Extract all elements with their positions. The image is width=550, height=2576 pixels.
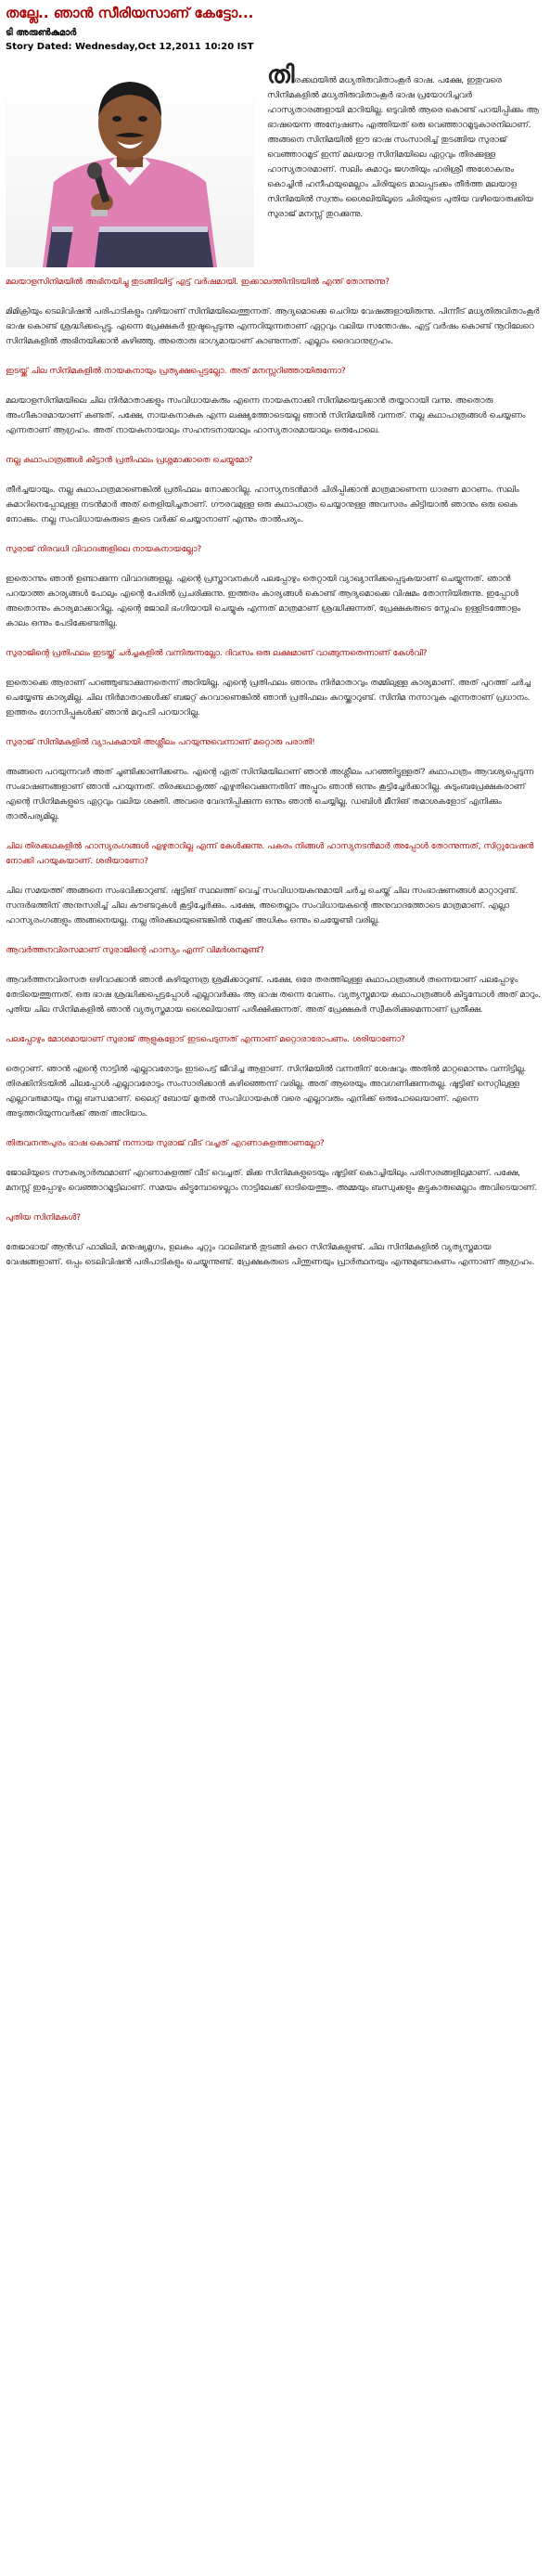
lead-text: രക്കഥയില്‍ മധ്യതിരുവിതാംകൂര്‍ ഭാഷ. പക്ഷേ, ഇതുവരെ സിനിമകളില്‍ മധ്യതിരുവിതാംകൂര്‍ ഭാഷ പ്രയോഗിച്ചവര്‍ ഹാസ്യതാരങ്ങളായി മാറിയില്ല. ഒടുവില്‍ ആരെ കൊണ്ട് പറയിപ്പിക്കും ആ ഭാഷയെന്ന അന്വേഷണം എത്തിയത് ഒരു വെഞ്ഞാറമൂടുകാരനിലാണ്. അങ്ങനെ സിനിമയില്‍ ഈ ഭാഷ സംസാരിച്ച് തുടങ്ങിയ സുരാജ് വെഞ്ഞാറമൂട് ഇന്ന് മലയാള സിനിമയിലെ ഏറ്റവും തിരക്കുള്ള ഹാസ്യതാരമാണ്. സലിം കുമാറും ജഗതിയും ഹരിശ്രീ അശോകനും കൊച്ചിന്‍ ഹനീഫയുമെല്ലാം ചിരിയുടെ മാലപ്പടക്കം തീര്‍ത്ത മലയാള സിനിമയില്‍ സ്വന്തം ശൈലിയിലൂടെ ചിരിയുടെ പുതിയ വഴിയൊരുക്കിയ സുരാജ് മനസ്സ് തുറക്കുന്നു. bbox=[267, 76, 539, 219]
question: ആവര്‍ത്തനവിരസമാണ് സുരാജിന്റെ ഹാസ്യം എന്ന് വിമര്‍ശനമുണ്ട്? bbox=[6, 946, 264, 955]
qa-block bbox=[6, 839, 544, 928]
answer: ജോലിയുടെ സൗകര്യാര്‍ത്ഥമാണ് എറണാകുളത്ത് വീട് വെച്ചത്. മിക്ക സിനിമകളുടെയും ഷൂട്ടിങ് കൊച്ചിയിലും പരിസരങ്ങളിലുമാണ്. പക്ഷേ, മനസ്സ് ഇപ്പോഴും വെഞ്ഞാറമൂട്ടിലാണ്. സമയം കിട്ടുമ്പോഴെല്ലാം നാട്ടിലേക്ക് ഓടിയെത്തും. അമ്മയും ബന്ധുക്കളും കൂട്ടുകാരുമെല്ലാം അവിടെയാണ്. bbox=[6, 1169, 538, 1193]
qa-block bbox=[6, 1210, 544, 1270]
article-title: തല്ലേ.. ഞാന്‍ സീരിയസാണ് കേട്ടോ... bbox=[6, 5, 254, 21]
qa-block bbox=[6, 943, 544, 1017]
qa-block bbox=[6, 646, 544, 720]
question: ചില തിരക്കഥകളില്‍ ഹാസ്യരംഗങ്ങള്‍ എഴുതാറില്ല എന്ന് കേള്‍ക്കുന്നു. പകരം നിങ്ങള്‍ ഹാസ്യനടന്‍മാര്‍ അപ്പോള്‍ തോന്നുന്നത്, സിറ്റുവേഷന്‍ നോക്കി പറയുകയാണ്. ശരിയാണോ? bbox=[6, 842, 534, 866]
question: സുരാജ് നിരവധി വിവാദങ്ങളിലെ നായകനായല്ലോ? bbox=[6, 545, 202, 554]
answer: തെറ്റാണ്. ഞാന്‍ എന്റെ നാട്ടില്‍ എല്ലാവരോടും ഇടപെട്ട് ജീവിച്ച ആളാണ്. സിനിമയില്‍ വന്നതിന് ശേഷവും അതില്‍ മാറ്റമൊന്നും വന്നിട്ടില്ല. തിരക്കിനിടയില്‍ ചിലപ്പോള്‍ എല്ലാവരോടും സംസാരിക്കാന്‍ കഴിഞ്ഞെന്ന് വരില്ല. അത് ആരെയും അവഗണിക്കുന്നതല്ല. ഷൂട്ടിങ് സെറ്റിലുള്ള എല്ലാവരുമായും നല്ല ബന്ധമാണ്. ലൈറ്റ് ബോയ് മുതല്‍ സംവിധായകന്‍ വരെ എല്ലാവരും എനിക്ക് ഒരുപോലെയാണ്. എന്നെ അടുത്തറിയുന്നവര്‍ക്ക് അത് അറിയാം. bbox=[6, 1065, 527, 1119]
answer: തേജാഭായ് ആന്‍ഡ് ഫാമിലി, മനുഷ്യമൃഗം, ഉലകം ചുറ്റും വാലിബന്‍ തുടങ്ങി കുറെ സിനിമകളുണ്ട്. ചില സിനിമകളില്‍ വ്യത്യസ്തമായ വേഷങ്ങളാണ്. ഒപ്പം ടെലിവിഷന്‍ പരിപാടികളും ചെയ്യുന്നുണ്ട്. പ്രേക്ഷകരുടെ പിന്തുണയും പ്രാര്‍ത്ഥനയും എന്നുമുണ്ടാകണം എന്നാണ് ആഗ്രഹം. bbox=[6, 1243, 535, 1267]
answer: മലയാളസിനിമയിലെ ചില നിര്‍മാതാക്കളും സംവിധായകരും എന്നെ നായകനാക്കി സിനിമയെടുക്കാന്‍ തയ്യാറായി വന്നു. അതൊരു അംഗീകാരമായാണ് കണ്ടത്. പക്ഷേ, നായകനാകുക എന്ന ലക്ഷ്യത്തോടെയല്ല ഞാന്‍ സിനിമയില്‍ വന്നത്. നല്ല കഥാപാത്രങ്ങള്‍ ചെയ്യണം എന്നതാണ് ആഗ്രഹം. അത് നായകനായാലും സഹനടനായാലും ഹാസ്യതാരമായാലും ഒരുപോലെ. bbox=[6, 396, 526, 435]
article-page bbox=[0, 4, 550, 1270]
qa-block bbox=[6, 453, 544, 527]
answer: ചില സമയത്ത് അങ്ങനെ സംഭവിക്കാറുണ്ട്. ഷൂട്ടിങ് സ്ഥലത്ത് വെച്ച് സംവിധായകനുമായി ചര്‍ച്ച ചെയ്ത് ചില സംഭാഷണങ്ങള്‍ മാറ്റാറുണ്ട്. സന്ദര്‍ഭത്തിന് അനുസരിച്ച് ചില കൗണ്ടറുകള്‍ കൂട്ടിച്ചേര്‍ക്കും. പക്ഷേ, അതെല്ലാം സംവിധായകന്റെ അനുവാദത്തോടെ മാത്രമാണ്. എല്ലാ ഹാസ്യരംഗങ്ങളും അങ്ങനെയല്ല. നല്ല തിരക്കഥയുണ്ടെങ്കില്‍ നമുക്ക് അധികം ഒന്നും ചെയ്യേണ്ടി വരില്ല. bbox=[6, 887, 518, 926]
answer: അങ്ങനെ പറയുന്നവര്‍ അത് ചൂണ്ടിക്കാണിക്കണം. എന്റെ ഏത് സിനിമയിലാണ് ഞാന്‍ അശ്ലീലം പറഞ്ഞിട്ടുള്ളത്? കഥാപാത്രം ആവശ്യപ്പെടുന്ന സംഭാഷണങ്ങളാണ് ഞാന്‍ പറയുന്നത്. തിരക്കഥാകൃത്ത് എഴുതിവെക്കുന്നതിന് അപ്പുറം ഞാന്‍ ഒന്നും കൂട്ടിച്ചേര്‍ക്കാറില്ല. കുടുംബപ്രേക്ഷകരാണ് എന്റെ സിനിമകളുടെ ഏറ്റവും വലിയ ശക്തി. അവരെ വേദനിപ്പിക്കുന്ന ഒന്നും ഞാന്‍ ചെയ്യില്ല. ഡബിള്‍ മീനിങ് തമാശകളോട് എനിക്കും താല്‍പര്യമില്ല. bbox=[6, 768, 534, 822]
question: ഇടയ്ക്ക് ചില സിനിമകളില്‍ നായകനായും പ്രത്യക്ഷപ്പെട്ടല്ലോ. അത് മനസ്സറിഞ്ഞായിരുന്നോ? bbox=[6, 367, 346, 376]
actor-photo-illustration bbox=[6, 71, 254, 267]
answer: ആവര്‍ത്തനവിരസത ഒഴിവാക്കാന്‍ ഞാന്‍ കഴിയുന്നത്ര ശ്രമിക്കാറുണ്ട്. പക്ഷേ, ഒരേ തരത്തിലുള്ള കഥാപാത്രങ്ങള്‍ തന്നെയാണ് പലപ്പോഴും തേടിയെത്തുന്നത്. ഒരു ഭാഷ ശ്രദ്ധിക്കപ്പെട്ടപ്പോള്‍ എല്ലാവര്‍ക്കും ആ ഭാഷ തന്നെ വേണം. വ്യത്യസ്തമായ കഥാപാത്രങ്ങള്‍ കിട്ടുമ്പോള്‍ അത് മാറും. പുതിയ ചില സിനിമകളില്‍ ഞാന്‍ വ്യത്യസ്തമായ ശൈലിയാണ് പരീക്ഷിക്കുന്നത്. അത് പ്രേക്ഷകര്‍ സ്വീകരിക്കുമെന്നാണ് പ്രതീക്ഷ. bbox=[6, 976, 542, 1015]
author-byline: ടി അരുണ്‍കുമാര്‍ bbox=[6, 28, 77, 38]
question: നല്ല കഥാപാത്രങ്ങള്‍ കിട്ടാന്‍ പ്രതിഫലം പ്രശ്നമാക്കാതെ ചെയ്യുമോ? bbox=[6, 456, 253, 465]
question: പുതിയ സിനിമകള്‍? bbox=[6, 1213, 82, 1223]
lead-section bbox=[6, 61, 544, 275]
question: സുരാജ് സിനിമകളില്‍ വ്യാപകമായി അശ്ലീലം പറയുന്നുവെന്നാണ് മറ്റൊരു പരാതി! bbox=[6, 738, 315, 747]
answer: മിമിക്രിയും ടെലിവിഷന്‍ പരിപാടികളും വഴിയാണ് സിനിമയിലെത്തുന്നത്. ആദ്യമൊക്കെ ചെറിയ വേഷങ്ങളായിരുന്നു. പിന്നീട് മധ്യതിരുവിതാംകൂര്‍ ഭാഷ കൊണ്ട് ശ്രദ്ധിക്കപ്പെട്ടു. എന്നെ പ്രേക്ഷകര്‍ ഇഷ്ടപ്പെടുന്നു എന്നറിയുന്നതാണ് ഏറ്റവും വലിയ സന്തോഷം. എട്ട് വര്‍ഷം കൊണ്ട് നൂറിലേറെ സിനിമകളില്‍ അഭിനയിക്കാന്‍ കഴിഞ്ഞു. അതൊരു ഭാഗ്യമായാണ് കാണുന്നത്. എല്ലാം ദൈവാനുഗ്രഹം. bbox=[6, 307, 540, 346]
question: സുരാജിന്റെ പ്രതിഫലം ഇടയ്ക്ക് ചര്‍ച്ചകളില്‍ വന്നിരുന്നല്ലോ. ദിവസം ഒരു ലക്ഷമാണ് വാങ്ങുന്നതെന്നാണ് കേള്‍വി? bbox=[6, 649, 428, 658]
story-date: Story Dated: Wednesday,Oct 12,2011 10:20 IST bbox=[6, 42, 254, 52]
question: പലപ്പോഴും മോശമായാണ് സുരാജ് ആളുകളോട് ഇടപെടുന്നത് എന്നാണ് മറ്റൊരാരോപണം. ശരിയാണോ? bbox=[6, 1035, 405, 1044]
actor-photo bbox=[6, 71, 254, 267]
answer: തീര്‍ച്ചയായും. നല്ല കഥാപാത്രമാണെങ്കില്‍ പ്രതിഫലം നോക്കാറില്ല. ഹാസ്യനടന്‍മാര്‍ ചിരിപ്പിക്കാന്‍ മാത്രമാണെന്ന ധാരണ മാറണം. സലിം കുമാറിനെപ്പോലുള്ള നടന്‍മാര്‍ അത് തെളിയിച്ചതാണ്. ഗൗരവമുള്ള ഒരു കഥാപാത്രം ചെയ്യാനുള്ള അവസരം കിട്ടിയാല്‍ ഞാനും ഒരു കൈ നോക്കും. നല്ല സംവിധായകരുടെ കൂടെ വര്‍ക്ക് ചെയ്യാനാണ് എന്നും താല്‍പര്യം. bbox=[6, 485, 519, 524]
dropcap: തി bbox=[267, 61, 295, 89]
question: തിരുവനന്തപുരം ഭാഷ കൊണ്ട് നന്നായ സുരാജ് വീട് വച്ചത് എറണാകുളത്താണല്ലോ? bbox=[6, 1139, 325, 1148]
qa-block bbox=[6, 542, 544, 631]
qa-block bbox=[6, 1032, 544, 1121]
qa-block bbox=[6, 275, 544, 349]
qa-block bbox=[6, 1136, 544, 1196]
answer: ഇതൊന്നും ഞാന്‍ ഉണ്ടാക്കുന്ന വിവാദങ്ങളല്ല. എന്റെ പ്രസ്താവനകള്‍ പലപ്പോഴും തെറ്റായി വ്യാഖ്യാനിക്കപ്പെടുകയാണ് ചെയ്യുന്നത്. ഞാന്‍ പറയാത്ത കാര്യങ്ങള്‍ പോലും എന്റെ പേരില്‍ പ്രചരിക്കുന്നു. ഇത്തരം കാര്യങ്ങള്‍ കൊണ്ട് ആദ്യമൊക്കെ വിഷമം തോന്നിയിരുന്നു. ഇപ്പോള്‍ അതൊന്നും കാര്യമാക്കാറില്ല. എന്റെ ജോലി ഭംഗിയായി ചെയ്യുക എന്നത് മാത്രമാണ് ശ്രദ്ധിക്കുന്നത്. പ്രേക്ഷകരുടെ സ്നേഹം ഉള്ളിടത്തോളം കാലം ഒന്നും പേടിക്കേണ്ടതില്ല. bbox=[6, 575, 521, 628]
qa-section bbox=[6, 275, 544, 1270]
qa-block bbox=[6, 735, 544, 824]
qa-block bbox=[6, 364, 544, 438]
question: മലയാളസിനിമയില്‍ അഭിനയിച്ചു തുടങ്ങിയിട്ട് എട്ട് വര്‍ഷമായി. ഇക്കാലത്തിനിടയില്‍ എന്ത് തോന്നുന്നു? bbox=[6, 278, 390, 287]
answer: ഇതൊക്കെ ആരാണ് പറഞ്ഞുണ്ടാക്കുന്നതെന്ന് അറിയില്ല. എന്റെ പ്രതിഫലം ഞാനും നിര്‍മാതാവും തമ്മിലുള്ള കാര്യമാണ്. അത് പുറത്ത് ചര്‍ച്ച ചെയ്യേണ്ട കാര്യമില്ല. ചില നിര്‍മാതാക്കള്‍ക്ക് ബജറ്റ് കുറവാണെങ്കില്‍ ഞാന്‍ പ്രതിഫലം കുറയ്ക്കാറുണ്ട്. സിനിമ നന്നാവുക എന്നതാണ് പ്രധാനം. ഇത്തരം ഗോസിപ്പുകള്‍ക്ക് ഞാന്‍ മറുപടി പറയാറില്ല. bbox=[6, 679, 531, 718]
